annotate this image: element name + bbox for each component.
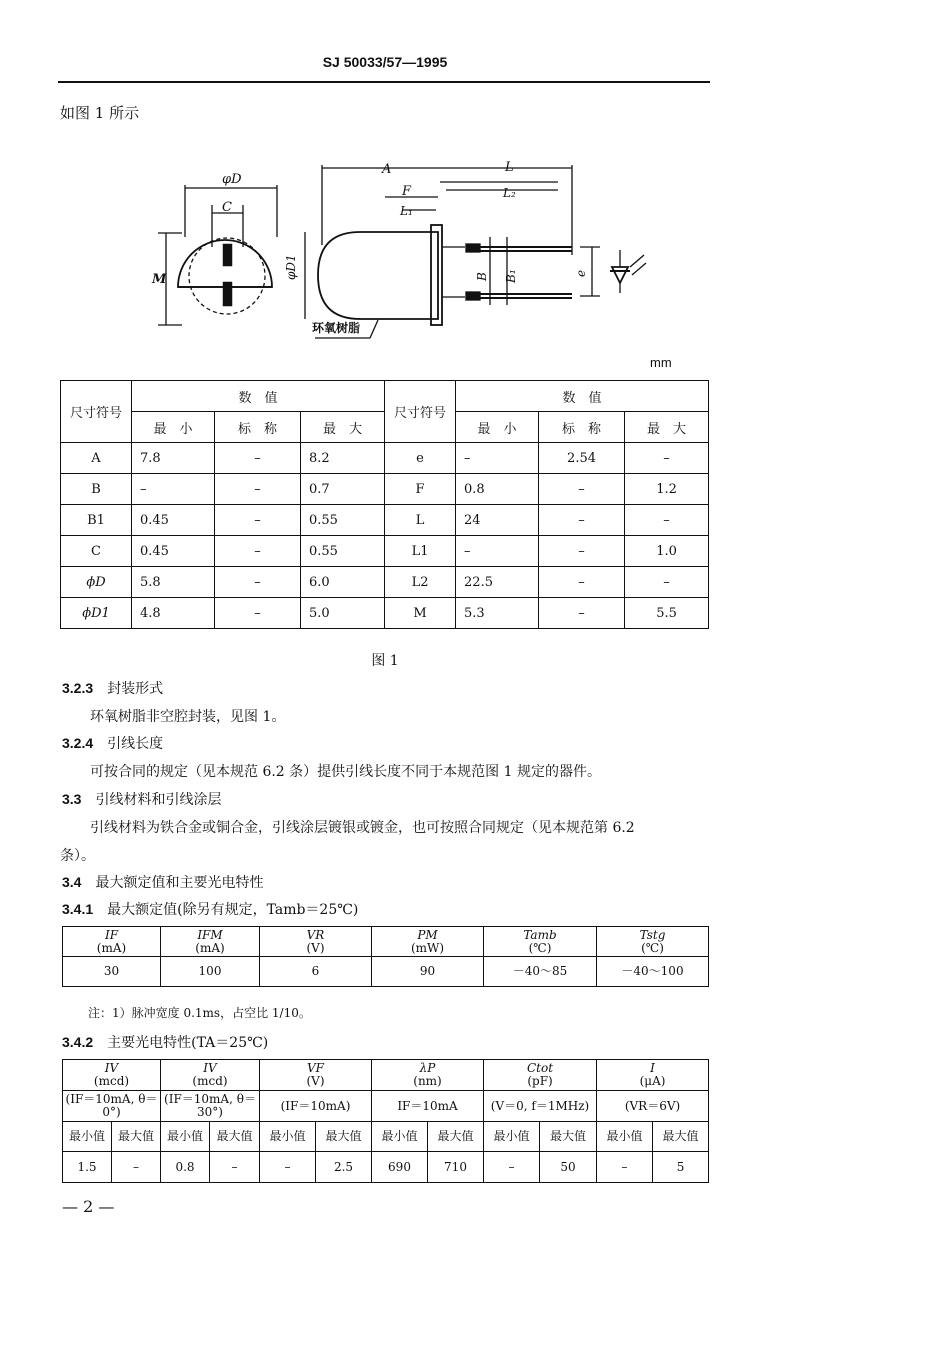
dimension-table: [60, 380, 709, 629]
section-3-4-heading: [62, 872, 263, 892]
section-3-2-4-heading: [62, 733, 163, 753]
symbol-header: 尺寸符号: [61, 381, 132, 443]
value-cell: 2.5: [316, 1152, 372, 1183]
value-PM: 90: [372, 957, 484, 987]
table-row: [63, 1152, 709, 1183]
value-IF: 30: [63, 957, 161, 987]
cell-nom: –: [539, 567, 625, 598]
max-label: 最大值: [428, 1122, 484, 1152]
footnote: 注：1）脉冲宽度 0.1ms，占空比 1/10。: [88, 1006, 311, 1020]
condition-Ctot: (V＝0, f＝1MHz): [484, 1091, 597, 1122]
section-title: 最大额定值和主要光电特性: [95, 875, 264, 891]
label-C: C: [222, 200, 232, 215]
label-L1: L₁: [400, 204, 413, 218]
cell-min: 7.8: [132, 443, 215, 474]
section-number: 3.4.2: [62, 1034, 94, 1050]
cell-nom: –: [215, 567, 301, 598]
section-number: 3.2.4: [62, 735, 94, 751]
cell-nom: 2.54: [539, 443, 625, 474]
section-3-2-4-text: 可按合同的规定（见本规范 6.2 条）提供引线长度不同于本规范图 1 规定的器件。: [90, 764, 601, 780]
cell-symbol: ϕD1: [61, 598, 132, 629]
condition-VF: (IF＝10mA): [260, 1091, 372, 1122]
value-cell: 1.5: [63, 1152, 112, 1183]
section-title: 主要光电特性(TA＝25℃): [107, 1035, 269, 1051]
value-VR: 6: [260, 957, 372, 987]
values-header: 数 值: [456, 381, 709, 412]
document-header: SJ 50033/57—1995: [322, 54, 448, 70]
cell-nom: –: [215, 536, 301, 567]
cell-symbol: A: [61, 443, 132, 474]
label-L: L: [505, 160, 514, 175]
max-label: 最大值: [210, 1122, 260, 1152]
header-IV-0: IV (mcd): [63, 1060, 161, 1091]
section-number: 3.2.3: [62, 680, 94, 696]
header-lambdaP: λP (nm): [372, 1060, 484, 1091]
section-title: 引线材料和引线涂层: [95, 792, 222, 808]
cell-nom: –: [539, 536, 625, 567]
table-row: [61, 567, 709, 598]
section-number: 3.4.1: [62, 901, 94, 917]
min-label: 最小值: [63, 1122, 112, 1152]
nom-header: 标 称: [539, 412, 625, 443]
table-row: [61, 474, 709, 505]
max-label: 最大值: [540, 1122, 597, 1152]
cell-max: 5.0: [301, 598, 385, 629]
diode-symbol: [610, 250, 646, 293]
max-label: 最大值: [112, 1122, 161, 1152]
value-cell: 690: [372, 1152, 428, 1183]
value-cell: 710: [428, 1152, 484, 1183]
value-IFM: 100: [161, 957, 260, 987]
cell-symbol: ϕD: [61, 567, 132, 598]
condition-I: (VR＝6V): [597, 1091, 709, 1122]
value-cell: –: [210, 1152, 260, 1183]
section-title: 引线长度: [107, 736, 164, 752]
cell-nom: –: [539, 474, 625, 505]
section-3-2-3-text: 环氧树脂非空腔封装，见图 1。: [90, 709, 286, 725]
cell-min: 0.45: [132, 536, 215, 567]
cell-max: –: [625, 443, 709, 474]
cell-symbol: M: [385, 598, 456, 629]
value-Tamb: －40～85: [484, 957, 597, 987]
cell-max: 1.0: [625, 536, 709, 567]
table-row: [61, 536, 709, 567]
section-number: 3.4: [62, 874, 82, 890]
cell-symbol: L2: [385, 567, 456, 598]
header-IFM: IFM (mA): [161, 927, 260, 957]
value-Tstg: －40～100: [597, 957, 709, 987]
min-label: 最小值: [484, 1122, 540, 1152]
cell-max: 5.5: [625, 598, 709, 629]
led-outline-drawing: [140, 155, 660, 355]
section-title: 封装形式: [107, 681, 164, 697]
cell-max: 8.2: [301, 443, 385, 474]
cell-max: –: [625, 505, 709, 536]
section-3-4-2-heading: [62, 1032, 268, 1052]
max-label: 最大值: [653, 1122, 709, 1152]
cell-max: 0.55: [301, 536, 385, 567]
cell-min: 4.8: [132, 598, 215, 629]
cell-min: 0.8: [456, 474, 539, 505]
intro-text: 如图 1 所示: [60, 104, 140, 122]
unit-label: mm: [650, 355, 672, 370]
cell-min: 5.3: [456, 598, 539, 629]
value-cell: 50: [540, 1152, 597, 1183]
value-cell: 0.8: [161, 1152, 210, 1183]
page-number: — 2 —: [62, 1197, 115, 1216]
condition-IV-30: (IF＝10mA, θ＝30°): [161, 1091, 260, 1122]
max-header: 最 大: [625, 412, 709, 443]
cell-symbol: e: [385, 443, 456, 474]
value-cell: –: [112, 1152, 161, 1183]
cell-nom: –: [215, 505, 301, 536]
cell-max: 6.0: [301, 567, 385, 598]
cell-symbol: B: [61, 474, 132, 505]
cell-max: 1.2: [625, 474, 709, 505]
value-cell: –: [260, 1152, 316, 1183]
section-title: 最大额定值(除另有规定，Tamb＝25℃): [107, 902, 359, 918]
max-label: 最大值: [316, 1122, 372, 1152]
cell-nom: –: [539, 598, 625, 629]
cell-max: 0.7: [301, 474, 385, 505]
max-ratings-table: [62, 926, 709, 987]
cell-min: 22.5: [456, 567, 539, 598]
condition-lambdaP: IF＝10mA: [372, 1091, 484, 1122]
header-PM: PM (mW): [372, 927, 484, 957]
condition-IV-0: (IF＝10mA, θ＝0°): [63, 1091, 161, 1122]
epoxy-label: 环氧树脂: [312, 321, 361, 335]
cell-min: 5.8: [132, 567, 215, 598]
section-number: 3.3: [62, 791, 82, 807]
label-e: e: [574, 269, 588, 277]
cell-nom: –: [215, 474, 301, 505]
cell-symbol: F: [385, 474, 456, 505]
section-3-3-text: 引线材料为铁合金或铜合金，引线涂层镀银或镀金，也可按照合同规定（见本规范第 6.2: [90, 820, 635, 836]
header-Ctot: Ctot (pF): [484, 1060, 597, 1091]
nom-header: 标 称: [215, 412, 301, 443]
cell-symbol: L1: [385, 536, 456, 567]
value-cell: –: [484, 1152, 540, 1183]
value-cell: –: [597, 1152, 653, 1183]
value-cell: 5: [653, 1152, 709, 1183]
cell-symbol: L: [385, 505, 456, 536]
cell-nom: –: [539, 505, 625, 536]
cell-max: –: [625, 567, 709, 598]
cell-symbol: B1: [61, 505, 132, 536]
section-3-3-text-cont: 条）。: [60, 848, 95, 864]
header-rule: [58, 81, 710, 83]
label-B: B: [475, 272, 489, 281]
section-3-3-heading: [62, 789, 221, 809]
label-M: M: [152, 272, 167, 287]
led-side-view: [305, 165, 600, 338]
cell-nom: –: [215, 443, 301, 474]
header-VF: VF (V): [260, 1060, 372, 1091]
table-row: [61, 443, 709, 474]
header-IV-30: IV (mcd): [161, 1060, 260, 1091]
min-label: 最小值: [161, 1122, 210, 1152]
table-row: [61, 598, 709, 629]
cell-symbol: C: [61, 536, 132, 567]
header-Tamb: Tamb (℃): [484, 927, 597, 957]
min-label: 最小值: [372, 1122, 428, 1152]
min-label: 最小值: [260, 1122, 316, 1152]
symbol-header: 尺寸符号: [385, 381, 456, 443]
cell-min: –: [456, 536, 539, 567]
header-IF: IF (mA): [63, 927, 161, 957]
label-A: A: [382, 162, 392, 177]
cell-nom: –: [215, 598, 301, 629]
label-phiD1: φD1: [284, 254, 298, 280]
min-label: 最小值: [597, 1122, 653, 1152]
led-front-view: [158, 185, 277, 325]
cell-min: –: [456, 443, 539, 474]
values-header: 数 值: [132, 381, 385, 412]
cell-min: 0.45: [132, 505, 215, 536]
cell-max: 0.55: [301, 505, 385, 536]
section-3-4-1-heading: [62, 899, 358, 919]
table-row: [63, 957, 709, 987]
cell-min: 24: [456, 505, 539, 536]
min-header: 最 小: [456, 412, 539, 443]
label-B1: B₁: [504, 269, 518, 283]
header-VR: VR (V): [260, 927, 372, 957]
header-I: I (μA): [597, 1060, 709, 1091]
header-Tstg: Tstg (℃): [597, 927, 709, 957]
section-3-2-3-heading: [62, 678, 163, 698]
cell-min: –: [132, 474, 215, 505]
label-phiD: φD: [222, 172, 242, 187]
characteristics-table: [62, 1059, 709, 1183]
max-header: 最 大: [301, 412, 385, 443]
figure-caption: 图 1: [371, 653, 399, 669]
table-row: [61, 505, 709, 536]
min-header: 最 小: [132, 412, 215, 443]
label-F: F: [402, 184, 412, 199]
label-L2: L₂: [503, 186, 516, 200]
